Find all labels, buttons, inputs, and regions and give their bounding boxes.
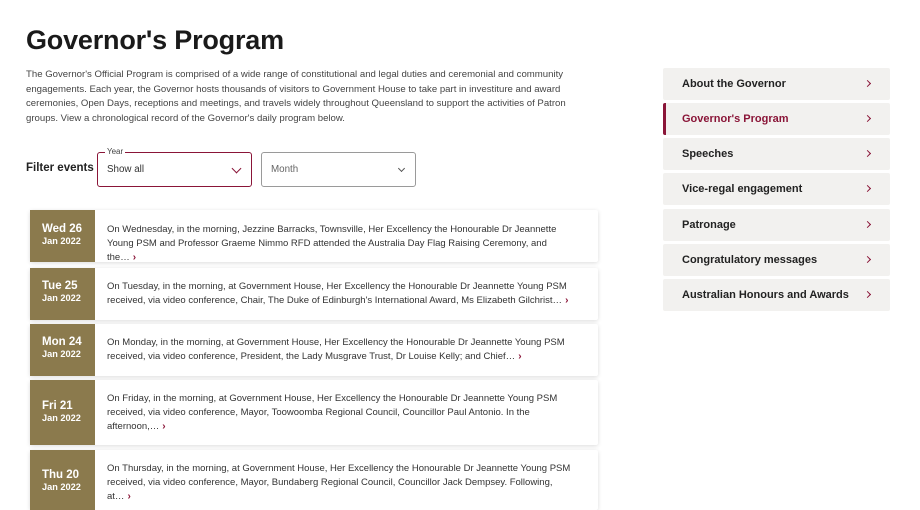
filter-events xyxy=(26,147,601,187)
event-summary xyxy=(107,462,578,503)
event-card[interactable] xyxy=(30,268,598,320)
chevron-right-icon xyxy=(864,221,871,228)
sidebar-item-congratulatory-messages[interactable] xyxy=(663,244,890,276)
event-summary-text: On Tuesday, in the morning, at Government House, Her Excellency the Honourable Dr Jeannette Young PSM received, via video conference, Chair, The Duke of Edinburgh's International Award, Ms Elizabeth Gilchrist… xyxy=(107,281,567,306)
page-title: Governor's Program xyxy=(26,25,284,55)
event-date-month: Jan 2022 xyxy=(42,236,81,246)
chevron-down-icon xyxy=(398,165,405,172)
sidebar-item-label: Congratulatory messages xyxy=(682,254,818,266)
sidebar-item-about-the-governor[interactable] xyxy=(663,68,890,100)
chevron-right-icon[interactable]: › xyxy=(132,251,137,263)
chevron-right-icon xyxy=(864,256,871,263)
event-date-day: Tue 25 xyxy=(42,280,78,292)
year-select-value: Show all xyxy=(107,164,145,175)
chevron-right-icon xyxy=(864,150,871,157)
event-summary xyxy=(107,392,578,433)
chevron-right-icon[interactable]: › xyxy=(565,294,569,306)
chevron-right-icon xyxy=(864,80,871,87)
event-card[interactable] xyxy=(30,380,598,445)
sidebar-item-label: Australian Honours and Awards xyxy=(682,289,849,301)
event-date xyxy=(30,268,95,320)
sidebar-item-label: Governor's Program xyxy=(682,113,789,125)
event-date-month: Jan 2022 xyxy=(42,413,81,423)
event-date xyxy=(30,450,95,510)
sidebar-item-label: Vice-regal engagement xyxy=(682,183,803,195)
event-date-month: Jan 2022 xyxy=(42,482,81,492)
event-date-month: Jan 2022 xyxy=(42,293,81,303)
chevron-right-icon[interactable]: › xyxy=(162,420,166,432)
chevron-right-icon[interactable]: › xyxy=(127,490,131,502)
event-summary xyxy=(107,336,578,364)
event-date-day: Mon 24 xyxy=(42,336,82,348)
sidebar-item-australian-honours-and-awards[interactable] xyxy=(663,279,890,311)
event-card[interactable] xyxy=(30,324,598,376)
event-summary-text: On Monday, in the morning, at Government House, Her Excellency the Honourable Dr Jeannette Young PSM received, via video conference, President, the Lady Musgrave Trust, Dr Louise Kelly; and Chief… xyxy=(107,337,565,362)
sidebar-item-label: About the Governor xyxy=(682,78,786,90)
event-summary-text: On Wednesday, in the morning, Jezzine Barracks, Townsville, Her Excellency the Honourable Dr Jeannette Young PSM and Professor Graeme Nimmo RFD attended the Australia Day Flag Raising Ceremony, and the… xyxy=(107,224,557,263)
sidebar-item-vice-regal-engagement[interactable] xyxy=(663,173,890,205)
event-date xyxy=(30,210,95,262)
chevron-down-icon xyxy=(232,164,242,174)
event-date-day: Thu 20 xyxy=(42,469,80,481)
sidebar-item-speeches[interactable] xyxy=(663,138,890,170)
sidebar-item-patronage[interactable] xyxy=(663,209,890,241)
chevron-right-icon[interactable]: › xyxy=(518,350,522,362)
year-select-legend: Year xyxy=(107,147,124,156)
event-date-day: Wed 26 xyxy=(42,223,83,235)
chevron-right-icon xyxy=(864,185,871,192)
chevron-right-icon xyxy=(864,115,871,122)
event-date-day: Fri 21 xyxy=(42,400,73,412)
year-select[interactable] xyxy=(97,147,252,187)
event-date xyxy=(30,380,95,445)
month-select-value: Month xyxy=(271,164,299,175)
event-date xyxy=(30,324,95,376)
event-card[interactable] xyxy=(30,450,598,510)
sidebar-item-label: Patronage xyxy=(682,219,736,231)
intro-paragraph: The Governor's Official Program is comprised of a wide range of constitutional and legal duties and ceremonial and community engagements. Each year, the Governor hosts thousands of visitors to Government House to take part in investiture and award ceremonies, Open Days, receptions and meetings, and travels widely throughout Queensland to support the activities of Patron groups. View a chronological record of the Governor's daily program below. xyxy=(26,69,566,124)
month-select[interactable] xyxy=(261,152,416,187)
event-date-month: Jan 2022 xyxy=(42,349,81,359)
event-summary xyxy=(107,223,578,264)
filter-label: Filter events xyxy=(26,162,94,174)
event-summary xyxy=(107,280,578,308)
event-card[interactable] xyxy=(30,210,598,262)
event-summary-text: On Friday, in the morning, at Government House, Her Excellency the Honourable Dr Jeannette Young PSM received, via video conference, Mayor, Toowoomba Regional Council, Councillor Paul Antonio. In the afternoon,… xyxy=(107,393,558,432)
chevron-right-icon xyxy=(864,291,871,298)
sidebar-item-governors-program[interactable] xyxy=(663,103,890,135)
sidebar-item-label: Speeches xyxy=(682,148,734,160)
event-summary-text: On Thursday, in the morning, at Government House, Her Excellency the Honourable Dr Jeannette Young PSM received, via video conference, Mayor, Bundaberg Regional Council, Councillor Jack Dempsey. Following, at… xyxy=(107,463,571,502)
